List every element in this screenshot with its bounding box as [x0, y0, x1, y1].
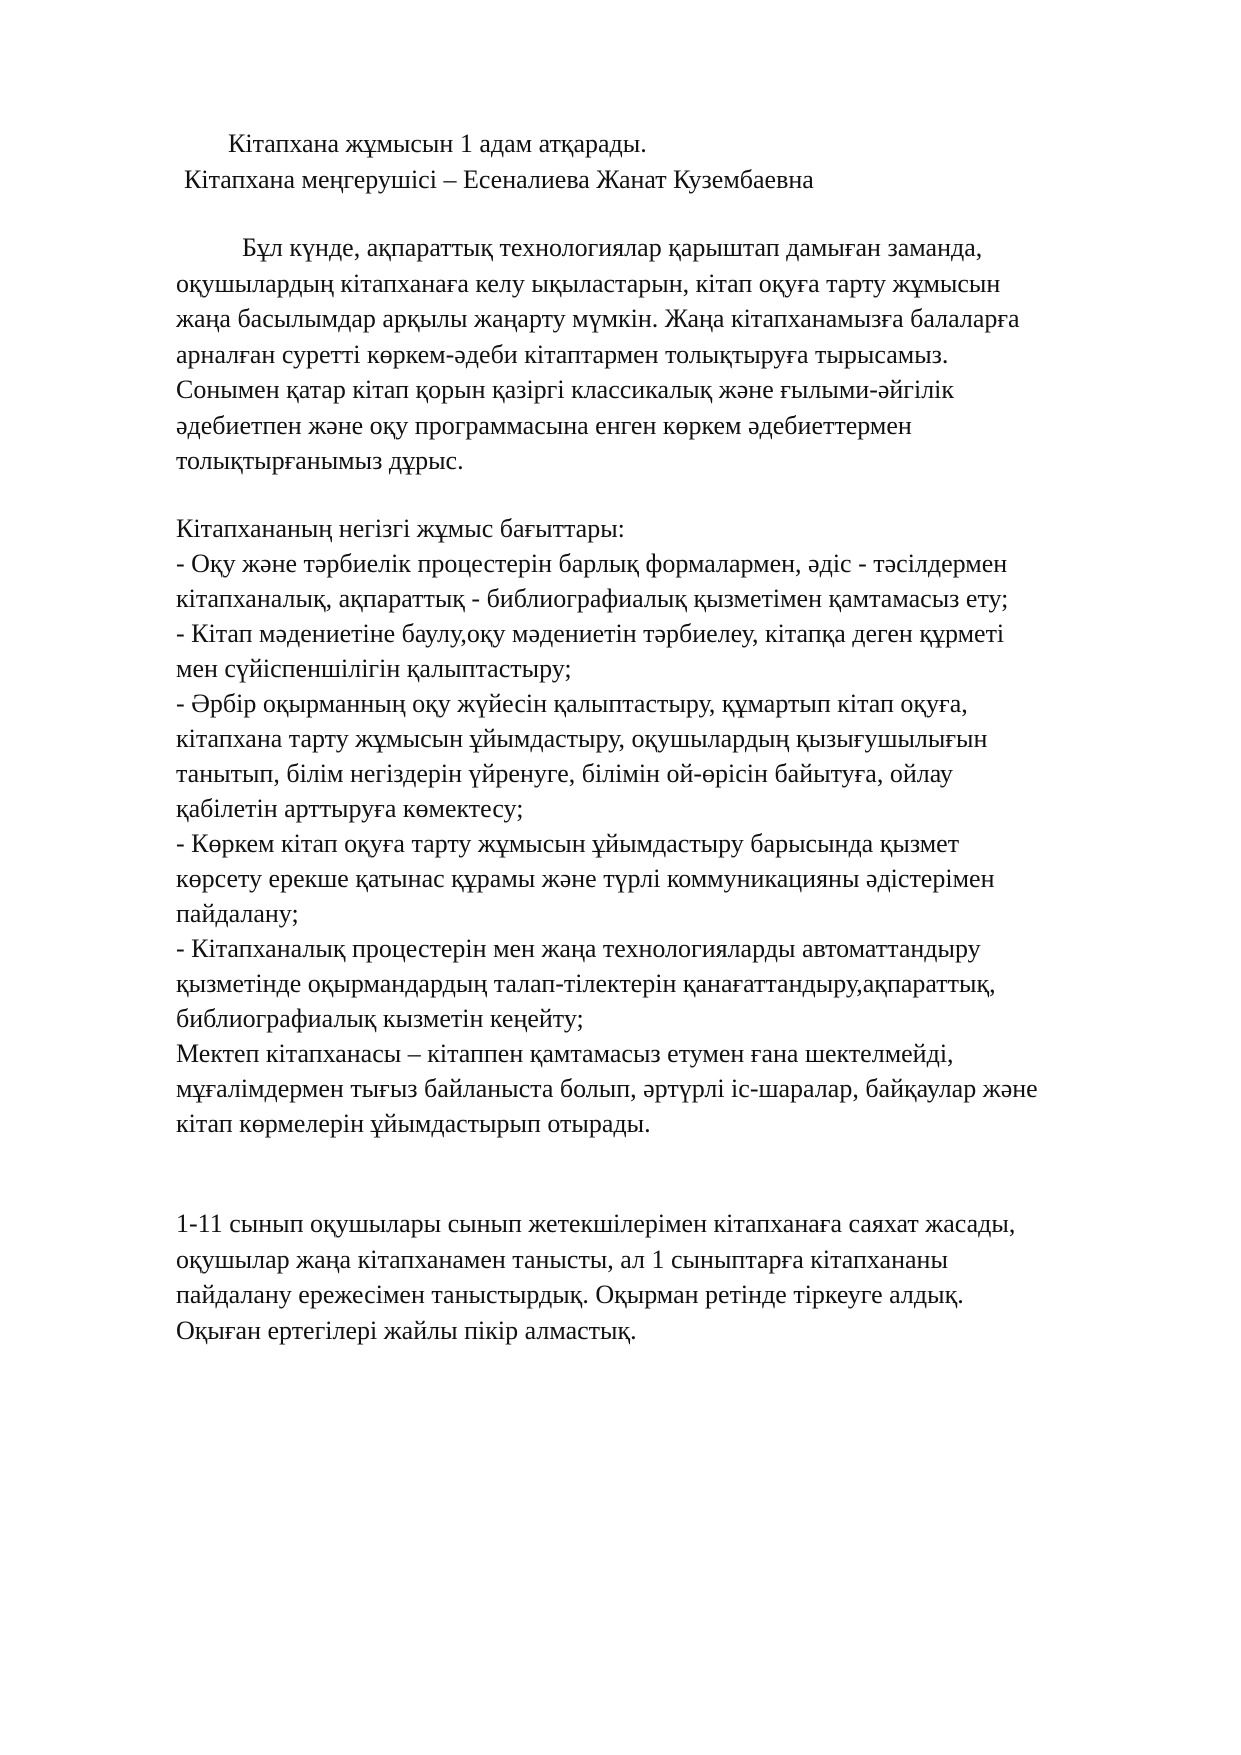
directions-heading: Кітапхананың негізгі жұмыс бағыттары: — [176, 514, 625, 543]
intro-line-7: толықтырғанымыз дұрыс. — [176, 446, 464, 475]
intro-line-1: Бұл күнде, ақпараттық технологиялар қарыштап дамыған заманда, — [242, 233, 983, 262]
intro-line-2: оқушылардың кітапханаға келу ықыластарын, кітап оқуға тарту жұмысын — [176, 269, 1001, 298]
direction-line-9: - Көркем кітап оқуға тарту жұмысын ұйымдастыру барысында қызмет — [176, 829, 960, 858]
direction-line-10: көрсету ерекше қатынас құрамы және түрлі коммуникацияны әдістерімен — [176, 864, 995, 893]
direction-line-6: кітапхана тарту жұмысын ұйымдастыру, оқушылардың қызығушылығын — [176, 724, 988, 753]
direction-line-8: қабілетін арттыруға көмектесу; — [176, 794, 524, 823]
direction-line-4: мен сүйіспеншілігін қалыптастыру; — [176, 654, 572, 683]
direction-line-1: - Оқу және тәрбиелік процестерін барлық формалармен, әдіс - тәсілдермен — [176, 549, 1008, 578]
library-head-line: Кітапхана меңгерушісі – Есеналиева Жанат Кузембаевна — [184, 165, 814, 194]
direction-line-12: - Кітапханалық процестерін мен жаңа технологияларды автоматтандыру — [176, 934, 981, 963]
intro-line-6: әдебиетпен және оқу программасына енген көркем әдебиеттермен — [176, 411, 912, 440]
intro-line-4: арналған суретті көркем-әдеби кітаптармен толықтыруға тырысамыз. — [176, 340, 949, 369]
staff-count-line: Кітапхана жұмысын 1 адам атқарады. — [228, 129, 647, 158]
event-line-4: Оқыған ертегілері жайлы пікір алмастық. — [176, 1316, 637, 1345]
direction-line-11: пайдалану; — [176, 899, 299, 928]
direction-line-3: - Кітап мәдениетіне баулу,оқу мәдениетін тәрбиелеу, кітапқа деген құрметі — [176, 619, 1005, 648]
direction-line-2: кітапханалық, ақпараттық - библиографиалық қызметімен қамтамасыз ету; — [176, 584, 1009, 613]
direction-line-5: - Әрбір оқырманның оқу жүйесін қалыптастыру, құмартып кітап оқуға, — [176, 689, 968, 718]
direction-line-14: библиографиалық кызметін кеңейту; — [176, 1004, 584, 1033]
event-line-2: оқушылар жаңа кітапханамен танысты, ал 1 сыныптарға кітапхананы — [176, 1245, 948, 1274]
direction-line-7: танытып, білім негіздерін үйренуге, білімін ой-өрісін байытуға, ойлау — [176, 759, 953, 788]
direction-line-16: мұғалімдермен тығыз байланыста болып, әртүрлі іс-шаралар, байқаулар және — [176, 1074, 1038, 1103]
intro-line-5: Сонымен қатар кітап қорын қазіргі классикалық және ғылыми-әйгілік — [176, 375, 955, 404]
event-line-1: 1-11 сынып оқушылары сынып жетекшілерімен кітапханаға саяхат жасады, — [176, 1209, 1016, 1238]
direction-line-15: Мектеп кітапханасы – кітаппен қамтамасыз етумен ғана шектелмейді, — [176, 1039, 954, 1068]
direction-line-17: кітап көрмелерін ұйымдастырып отырады. — [176, 1109, 651, 1138]
direction-line-13: қызметінде оқырмандардың талап-тілектерін қанағаттандыру,ақпараттық, — [176, 969, 996, 998]
intro-line-3: жаңа басылымдар арқылы жаңарту мүмкін. Жаңа кітапханамызға балаларға — [176, 304, 1020, 333]
event-line-3: пайдалану ережесімен таныстырдық. Оқырман ретінде тіркеуге алдық. — [176, 1280, 964, 1309]
